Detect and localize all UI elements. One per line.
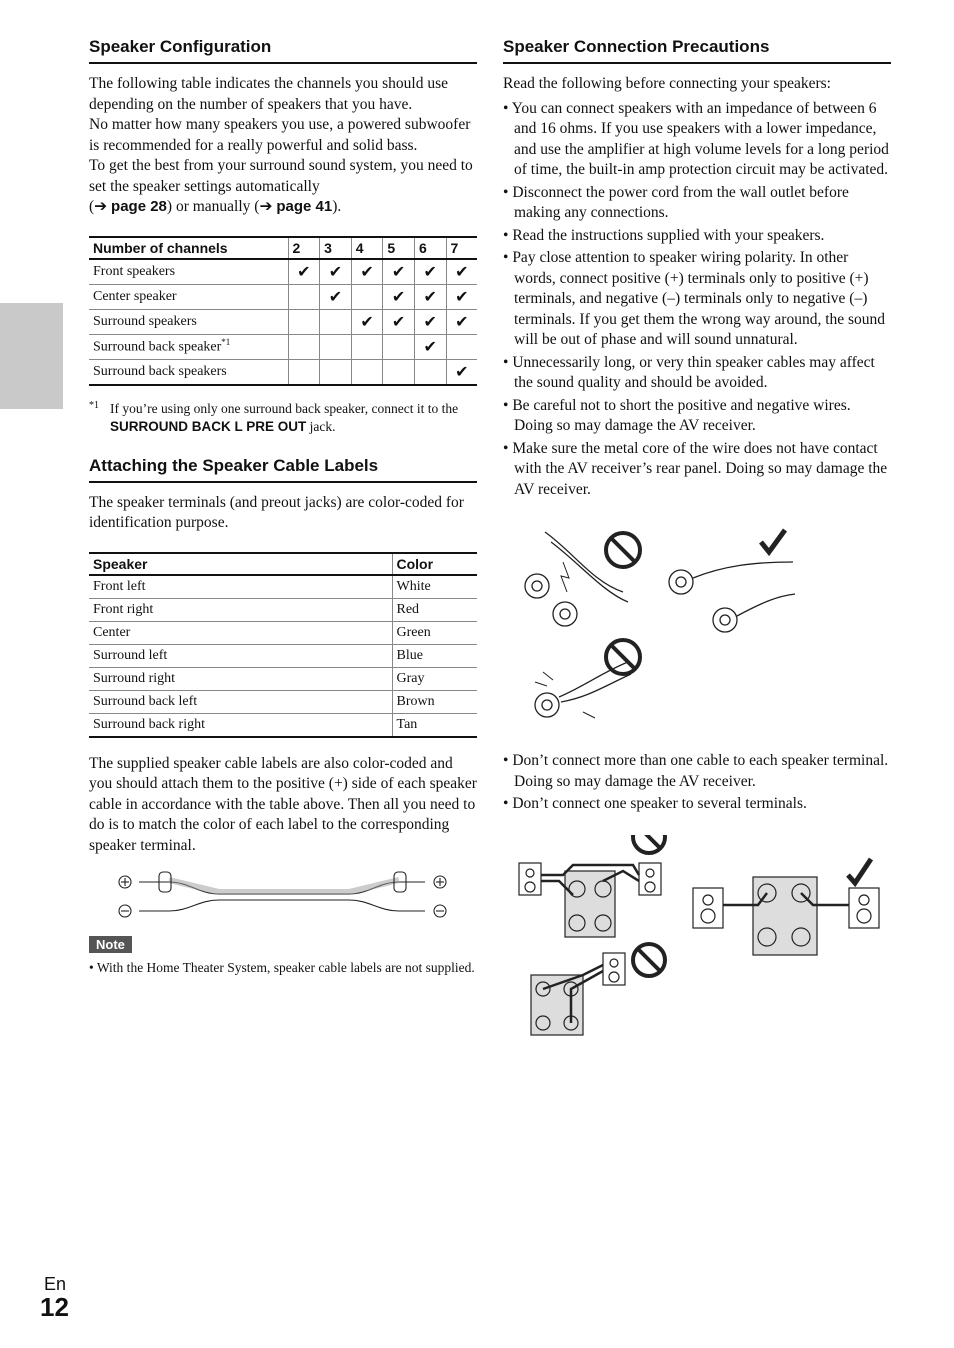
table-row	[89, 644, 477, 667]
list-item: • Unnecessarily long, or very thin speaker cables may affect the sound quality and should be avoided.	[503, 353, 875, 391]
speaker-name: Surround back right	[89, 713, 392, 737]
list-item: • Don’t connect more than one cable to each speaker terminal. Doing so may damage the AV receiver.	[503, 752, 889, 790]
table-row	[89, 334, 477, 359]
footnote-mark: *1	[89, 399, 99, 411]
color-name: Red	[392, 598, 477, 621]
check-cell: ✔	[414, 334, 446, 359]
right-column	[503, 37, 891, 1060]
list-item-text: You can connect speakers with an impedance of between 6 and 16 ohms. If you use speakers with a lower impedance, and use the amplifier at high volume levels for a long period of time, the built-in amp protection circuit may be activated.	[511, 99, 889, 178]
speaker-type	[89, 259, 288, 285]
check-cell	[446, 334, 477, 359]
speaker-type	[89, 284, 288, 309]
speaker-name: Front left	[89, 575, 392, 599]
channels-header-count: 6	[414, 237, 446, 259]
check-cell: ✔	[446, 259, 477, 285]
speaker-type-label: Front speakers	[93, 263, 176, 279]
check-cell: ✔	[351, 259, 383, 285]
color-header: Color	[392, 553, 477, 575]
channels-header-label: Number of channels	[89, 237, 288, 259]
check-cell	[414, 359, 446, 385]
check-cell	[320, 309, 352, 334]
terminal-illustration	[503, 835, 891, 1060]
precautions-list	[503, 99, 891, 501]
list-item: • Be careful not to short the positive and negative wires. Doing so may damage the AV receiver.	[503, 396, 851, 434]
speaker-config-title: Speaker Configuration	[89, 37, 477, 64]
footnote-text-end: jack.	[309, 418, 336, 434]
list-item-text: Make sure the metal core of the wire does not have contact with the AV receiver’s rear panel. Doing so may damage the AV receiver.	[512, 439, 888, 498]
check-cell: ✔	[446, 359, 477, 385]
table-row	[89, 284, 477, 309]
note-label: Note	[89, 936, 132, 953]
speaker-name: Surround left	[89, 644, 392, 667]
list-item: • You can connect speakers with an impedance of between 6 and 16 ohms. If you use speakers with a lower impedance, and use the amplifier at high volume levels for a long period of time, the built-in amp protection circuit may be activated.	[503, 99, 889, 178]
speaker-type	[89, 359, 288, 385]
table-row	[89, 309, 477, 334]
list-item: • Pay close attention to speaker wiring polarity. In other words, connect positive (+) terminals only to positive (+) terminals, and negative (–) terminals only to negative (–) terminals. If you get them the wrong way around, the sound will be out of phase and will sound unnatural.	[503, 249, 886, 348]
check-cell	[383, 334, 415, 359]
list-item: • Disconnect the power cord from the wall outlet before making any connections.	[503, 183, 849, 221]
labels-para-2: The supplied speaker cable labels are also color-coded and you should attach them to the positive (+) side of each speaker cable in accordance with the table above. Then all you need to do is to match the color of each label to the corresponding speaker terminal.	[89, 754, 477, 854]
check-cell: ✔	[320, 284, 352, 309]
check-cell: ✔	[383, 309, 415, 334]
check-cell	[320, 334, 352, 359]
list-item-text: Disconnect the power cord from the wall outlet before making any connections.	[512, 183, 849, 221]
check-cell: ✔	[351, 309, 383, 334]
channels-table	[89, 236, 477, 386]
table-row	[89, 598, 477, 621]
speaker-type	[89, 309, 288, 334]
check-cell: ✔	[414, 309, 446, 334]
check-cell	[351, 334, 383, 359]
page-28-link[interactable]: page 28	[111, 198, 167, 215]
list-item: • Read the instructions supplied with your speakers.	[503, 226, 825, 244]
list-item: • Make sure the metal core of the wire does not have contact with the AV receiver’s rear panel. Doing so may damage the AV receiver.	[503, 439, 888, 498]
check-cell: ✔	[288, 259, 320, 285]
note-block	[89, 936, 477, 977]
color-name: Tan	[392, 713, 477, 737]
check-cell: ✔	[414, 259, 446, 285]
check-cell: ✔	[446, 284, 477, 309]
list-item-text: Don’t connect one speaker to several terminals.	[512, 795, 807, 812]
list-item-text: Pay close attention to speaker wiring polarity. In other words, connect positive (+) terminals only to positive (+) terminals, and negative (–) terminals only to negative (–) terminals. If you get them the wrong way around, the sound will be out of phase and will sound unnatural.	[512, 249, 886, 348]
list-item-text: Unnecessarily long, or very thin speaker cables may affect the sound quality and should be avoided.	[512, 353, 875, 391]
language-label: En	[44, 1274, 67, 1294]
list-item-text: Read the instructions supplied with your speakers.	[512, 226, 825, 244]
config-para-3-text: To get the best from your surround sound system, you need to set the speaker settings automatically	[89, 157, 473, 195]
speaker-name: Center	[89, 621, 392, 644]
check-cell: ✔	[383, 284, 415, 309]
end-text: ).	[332, 198, 342, 215]
section-tab	[0, 303, 63, 409]
speaker-type-label: Surround back speaker	[93, 339, 222, 355]
footnote-jack-name: SURROUND BACK L PRE OUT	[110, 418, 307, 434]
check-cell: ✔	[383, 259, 415, 285]
check-cell	[351, 284, 383, 309]
list-item: • Don’t connect one speaker to several terminals.	[503, 795, 807, 812]
speaker-type	[89, 334, 288, 359]
color-name: Gray	[392, 667, 477, 690]
arrow-text: (➔	[89, 198, 112, 215]
mid-text: ) or manually (➔	[166, 198, 277, 215]
check-cell	[351, 359, 383, 385]
precautions-intro: Read the following before connecting your speakers:	[503, 75, 831, 92]
color-name: Green	[392, 621, 477, 644]
color-name: Blue	[392, 644, 477, 667]
left-column	[89, 37, 477, 977]
speaker-name: Surround right	[89, 667, 392, 690]
check-cell	[383, 359, 415, 385]
footnote-text: If you’re using only one surround back speaker, connect it to the	[110, 400, 459, 416]
note-body: With the Home Theater System, speaker cable labels are not supplied.	[96, 960, 475, 975]
config-para-1: The following table indicates the channels you should use depending on the number of speakers that you have.	[89, 75, 448, 113]
precautions-title: Speaker Connection Precautions	[503, 37, 891, 64]
note-text: • With the Home Theater System, speaker cable labels are not supplied.	[89, 960, 475, 975]
labels-para-1: The speaker terminals (and preout jacks) are color-coded for identification purpose.	[89, 493, 464, 531]
check-cell	[288, 334, 320, 359]
color-table	[89, 552, 477, 738]
channels-header-count: 2	[288, 237, 320, 259]
channels-header-count: 5	[383, 237, 415, 259]
config-para-3	[89, 156, 477, 218]
list-item-text: Be careful not to short the positive and negative wires. Doing so may damage the AV receiver.	[512, 396, 851, 434]
check-cell	[320, 359, 352, 385]
check-cell: ✔	[414, 284, 446, 309]
config-para-2: No matter how many speakers you use, a powered subwoofer is recommended for a really powerful and solid bass.	[89, 116, 471, 154]
speaker-name: Front right	[89, 598, 392, 621]
footnote-ref: *1	[221, 337, 231, 348]
channels-header-count: 3	[320, 237, 352, 259]
speaker-type-label: Center speaker	[93, 288, 177, 304]
table-row	[89, 690, 477, 713]
channels-header-count: 4	[351, 237, 383, 259]
table-row	[89, 359, 477, 385]
precautions-list-2	[503, 751, 891, 815]
table-row	[89, 621, 477, 644]
check-cell: ✔	[446, 309, 477, 334]
color-name: Brown	[392, 690, 477, 713]
speaker-header: Speaker	[89, 553, 392, 575]
check-cell	[288, 284, 320, 309]
speaker-cable-illustration	[89, 864, 477, 934]
color-name: White	[392, 575, 477, 599]
page-41-link[interactable]: page 41	[276, 198, 333, 215]
check-cell: ✔	[320, 259, 352, 285]
table-row	[89, 259, 477, 285]
channels-header-count: 7	[446, 237, 477, 259]
speaker-type-label: Surround speakers	[93, 313, 197, 329]
table-row	[89, 667, 477, 690]
check-cell	[288, 359, 320, 385]
wiring-illustration	[503, 522, 891, 737]
labels-title: Attaching the Speaker Cable Labels	[89, 456, 477, 483]
page-number: 12	[40, 1292, 69, 1322]
footnote	[89, 400, 477, 436]
list-item-text: Don’t connect more than one cable to each speaker terminal. Doing so may damage the AV receiver.	[512, 752, 889, 790]
check-cell	[288, 309, 320, 334]
speaker-type-label: Surround back speakers	[93, 363, 227, 379]
table-row	[89, 713, 477, 737]
speaker-name: Surround back left	[89, 690, 392, 713]
table-row	[89, 575, 477, 599]
